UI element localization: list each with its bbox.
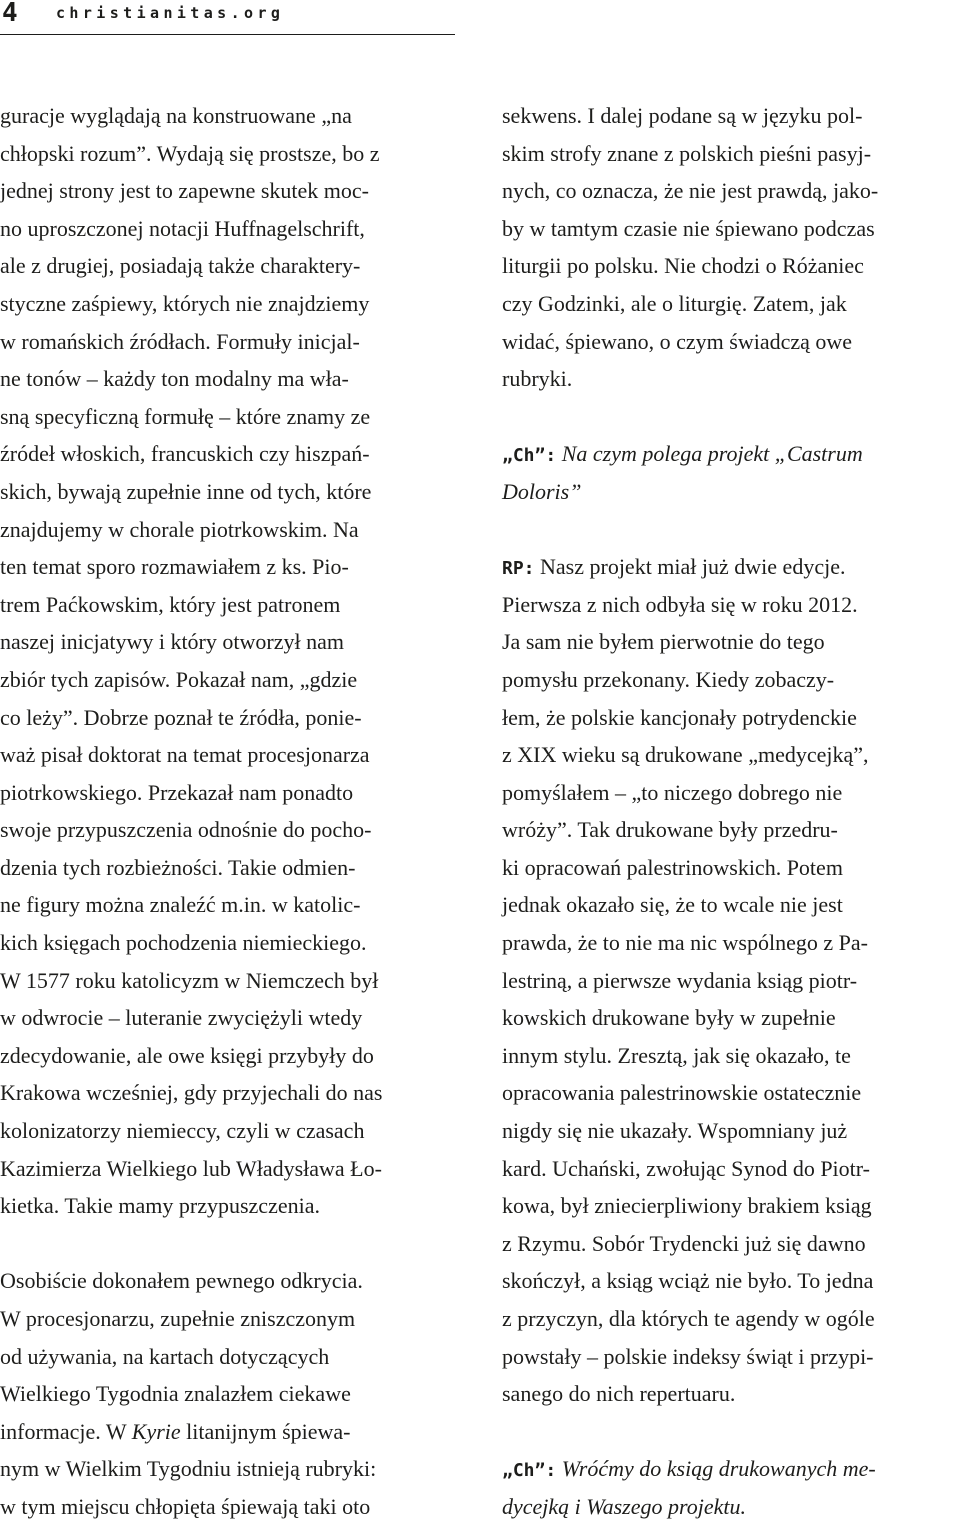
text-segment: skich, bywają zupełnie inne od tych, które [0,478,372,504]
right-text-column [502,97,960,1526]
text-line [0,962,458,1000]
speaker-label: „Ch”: [502,445,557,467]
text-line [0,736,458,774]
text-segment: informacje. W [0,1418,132,1444]
text-line [0,323,458,361]
text-segment: naszej inicjatywy i który otworzył nam [0,629,344,655]
text-line [502,247,960,285]
text-segment: liturgii po polsku. Nie chodzi o Różaniec [502,253,864,279]
text-line [502,1262,960,1300]
text-line [0,586,458,624]
text-line [502,285,960,323]
text-line [502,323,960,361]
text-line [502,999,960,1037]
text-line [502,774,960,812]
text-segment: co leży”. Dobrze poznał te źródła, ponie- [0,704,362,730]
text-line [0,1338,458,1376]
text-segment: skończył, a ksiąg wciąż nie było. To jedna [502,1268,874,1294]
text-segment: Osobiście dokonałem pewnego odkrycia. [0,1268,363,1294]
text-segment: Nasz projekt miał już dwie edycje. [534,554,846,580]
text-segment: Na czym polega projekt „Castrum [556,441,863,467]
text-segment: dycejką i Waszego projektu. [502,1493,746,1519]
text-line [502,172,960,210]
text-segment: sanego do nich repertuaru. [502,1381,736,1407]
text-line [0,1375,458,1413]
text-line [0,435,458,473]
page-number: 4 [2,0,18,28]
text-segment: opracowania palestrinowskie ostatecznie [502,1080,862,1106]
text-segment: chłopski rozum”. Wydają się prostsze, bo z [0,140,380,166]
text-segment: kard. Uchański, zwołując Synod do Piotr- [502,1155,870,1181]
text-line [0,210,458,248]
text-line [502,1112,960,1150]
text-segment: znajdujemy w chorale piotrkowskim. Na [0,516,359,542]
text-segment: ne figury można znaleźć m.in. w katolic- [0,892,361,918]
text-segment: waż pisał doktorat na temat procesjonarza [0,742,370,768]
text-segment: W procesjonarzu, zupełnie zniszczonym [0,1306,356,1331]
text-line [502,661,960,699]
text-line [0,285,458,323]
text-segment: kowa, był zniecierpliwiony brakiem ksiąg [502,1193,872,1219]
text-segment: źródeł włoskich, francuskich czy hiszpań- [0,441,370,467]
text-line [0,1112,458,1150]
text-segment: kolonizatorzy niemieccy, czyli w czasach [0,1118,365,1144]
text-line [502,1074,960,1112]
text-segment: łem, że polskie kancjonały potrydenckie [502,704,857,730]
text-segment: Wróćmy do ksiąg drukowanych me- [556,1456,876,1482]
text-segment: kowskich drukowane były w zupełnie [502,1005,836,1031]
text-line [502,1338,960,1376]
text-segment: w romańskich źródłach. Formuły inicjal- [0,328,360,354]
text-line [0,473,458,511]
text-segment: sekwens. I dalej podane są w języku pol- [502,103,863,128]
text-line [0,548,458,586]
speaker-label: RP: [502,558,535,580]
text-segment: litanijnym śpiewa- [180,1418,351,1444]
text-line [0,661,458,699]
page-header [0,0,455,40]
text-segment: lestriną, a pierwsze wydania ksiąg piotr- [502,967,858,993]
left-text-column [0,97,458,1526]
text-segment: ale z drugiej, posiadają także charaktery- [0,253,361,279]
text-line [0,360,458,398]
text-segment: zbiór tych zapisów. Pokazał nam, „gdzie [0,666,358,692]
text-segment: rubryki. [502,366,573,392]
text-line [502,811,960,849]
text-segment: Kyrie [131,1418,181,1444]
text-segment: trem Paćkowskim, który jest patronem [0,591,341,617]
text-line [502,1187,960,1225]
text-line [0,135,458,173]
text-segment: Ja sam nie byłem pierwotnie do tego [502,629,825,655]
text-line [502,1375,960,1413]
text-segment: jednak okazało się, że to wcale nie jest [502,892,843,918]
text-segment: W 1577 roku katolicyzm w Niemczech był [0,967,379,993]
paragraph-gap [0,1225,458,1263]
text-segment: ne tonów – każdy ton modalny ma wła- [0,366,349,392]
text-line [0,774,458,812]
text-line [0,849,458,887]
text-segment: Wielkiego Tygodnia znalazłem ciekawe [0,1381,351,1407]
text-segment: by w tamtym czasie nie śpiewano podczas [502,215,875,241]
text-line [0,1150,458,1188]
site-name: christianitas.org [56,4,285,22]
text-line [0,1300,458,1338]
text-segment: Krakowa wcześniej, gdy przyjechali do nas [0,1080,383,1106]
text-segment: guracje wyglądają na konstruowane „na [0,103,352,128]
paragraph-gap [502,1413,960,1451]
paragraph-gap [502,511,960,549]
text-segment: nych, co oznacza, że nie jest prawdą, jako- [502,178,879,204]
text-line [502,886,960,924]
text-line [0,811,458,849]
text-line [502,699,960,737]
text-segment: z XIX wieku są drukowane „medycejką”, [502,742,869,768]
text-segment: z Rzymu. Sobór Trydencki już się dawno [502,1230,866,1256]
text-line [502,473,960,511]
text-segment: jednej strony jest to zapewne skutek moc- [0,178,370,204]
header-rule [0,34,455,35]
text-segment: nigdy się nie ukazały. Wspomniany już [502,1118,848,1144]
text-segment: sną specyficzną formułę – które znamy ze [0,403,371,429]
text-line [0,1187,458,1225]
text-segment: kietka. Takie mamy przypuszczenia. [0,1193,320,1219]
text-segment: Pierwsza z nich odbyła się w roku 2012. [502,591,858,617]
text-line [502,360,960,398]
text-line [502,1150,960,1188]
text-line [502,924,960,962]
text-segment: ten temat sporo rozmawiałem z ks. Pio- [0,554,349,580]
text-line [0,1037,458,1075]
text-line [0,1074,458,1112]
text-line [502,849,960,887]
text-line [502,586,960,624]
text-line [0,623,458,661]
text-segment: od używania, na kartach dotyczących [0,1343,330,1369]
text-line [502,1300,960,1338]
text-line [0,924,458,962]
text-line [0,886,458,924]
text-line [0,1450,458,1488]
text-segment: piotrkowskiego. Przekazał nam ponadto [0,779,354,805]
text-line [502,1488,960,1526]
text-line [0,999,458,1037]
text-segment: kich księgach pochodzenia niemieckiego. [0,930,367,956]
text-segment: innym stylu. Zresztą, jak się okazało, te [502,1042,851,1068]
text-line [0,172,458,210]
text-segment: z przyczyn, dla których te agendy w ogóle [502,1306,875,1331]
text-segment: powstały – polskie indeksy świąt i przypi- [502,1343,874,1369]
text-segment: swoje przypuszczenia odnośnie do pocho- [0,817,372,843]
text-line [502,1225,960,1263]
text-segment: czy Godzinki, ale o liturgię. Zatem, jak [502,290,847,316]
text-segment: prawda, że to nie ma nic wspólnego z Pa- [502,930,868,956]
text-segment: w tym miejscu chłopięta śpiewają taki oto [0,1493,371,1519]
text-line [502,1037,960,1075]
speaker-label: „Ch”: [502,1460,557,1482]
text-line [502,962,960,1000]
text-line [0,97,458,135]
text-line [502,435,960,473]
text-segment: pomysłu przekonany. Kiedy zobaczy- [502,666,835,692]
paragraph-gap [502,398,960,436]
text-segment: Doloris” [502,478,582,504]
text-segment: widać, śpiewano, o czym świadczą owe [502,328,853,354]
text-line [0,1262,458,1300]
text-segment: zdecydowanie, ale owe księgi przybyły do [0,1042,374,1068]
text-segment: skim strofy znane z polskich pieśni pasyj- [502,140,872,166]
text-line [502,623,960,661]
text-segment: w odwrocie – luteranie zwyciężyli wtedy [0,1005,363,1031]
text-segment: ki opracowań palestrinowskich. Potem [502,854,843,880]
text-segment: wróży”. Tak drukowane były przedru- [502,817,838,843]
text-line [0,398,458,436]
text-line [0,511,458,549]
text-segment: Kazimierza Wielkiego lub Władysława Ło- [0,1155,382,1181]
text-segment: no uproszczonej notacji Huffnagelschrift, [0,215,365,241]
text-line [502,548,960,586]
text-line [0,1413,458,1451]
text-line [502,736,960,774]
text-line [502,97,960,135]
text-segment: dzenia tych rozbieżności. Takie odmien- [0,854,356,880]
text-line [0,1488,458,1526]
text-line [502,135,960,173]
text-segment: nym w Wielkim Tygodniu istnieją rubryki: [0,1456,377,1482]
text-line [0,699,458,737]
text-line [502,210,960,248]
text-line [0,247,458,285]
text-line [502,1450,960,1488]
text-segment: styczne zaśpiewy, których nie znajdziemy [0,290,370,316]
text-segment: pomyślałem – „to niczego dobrego nie [502,779,843,805]
